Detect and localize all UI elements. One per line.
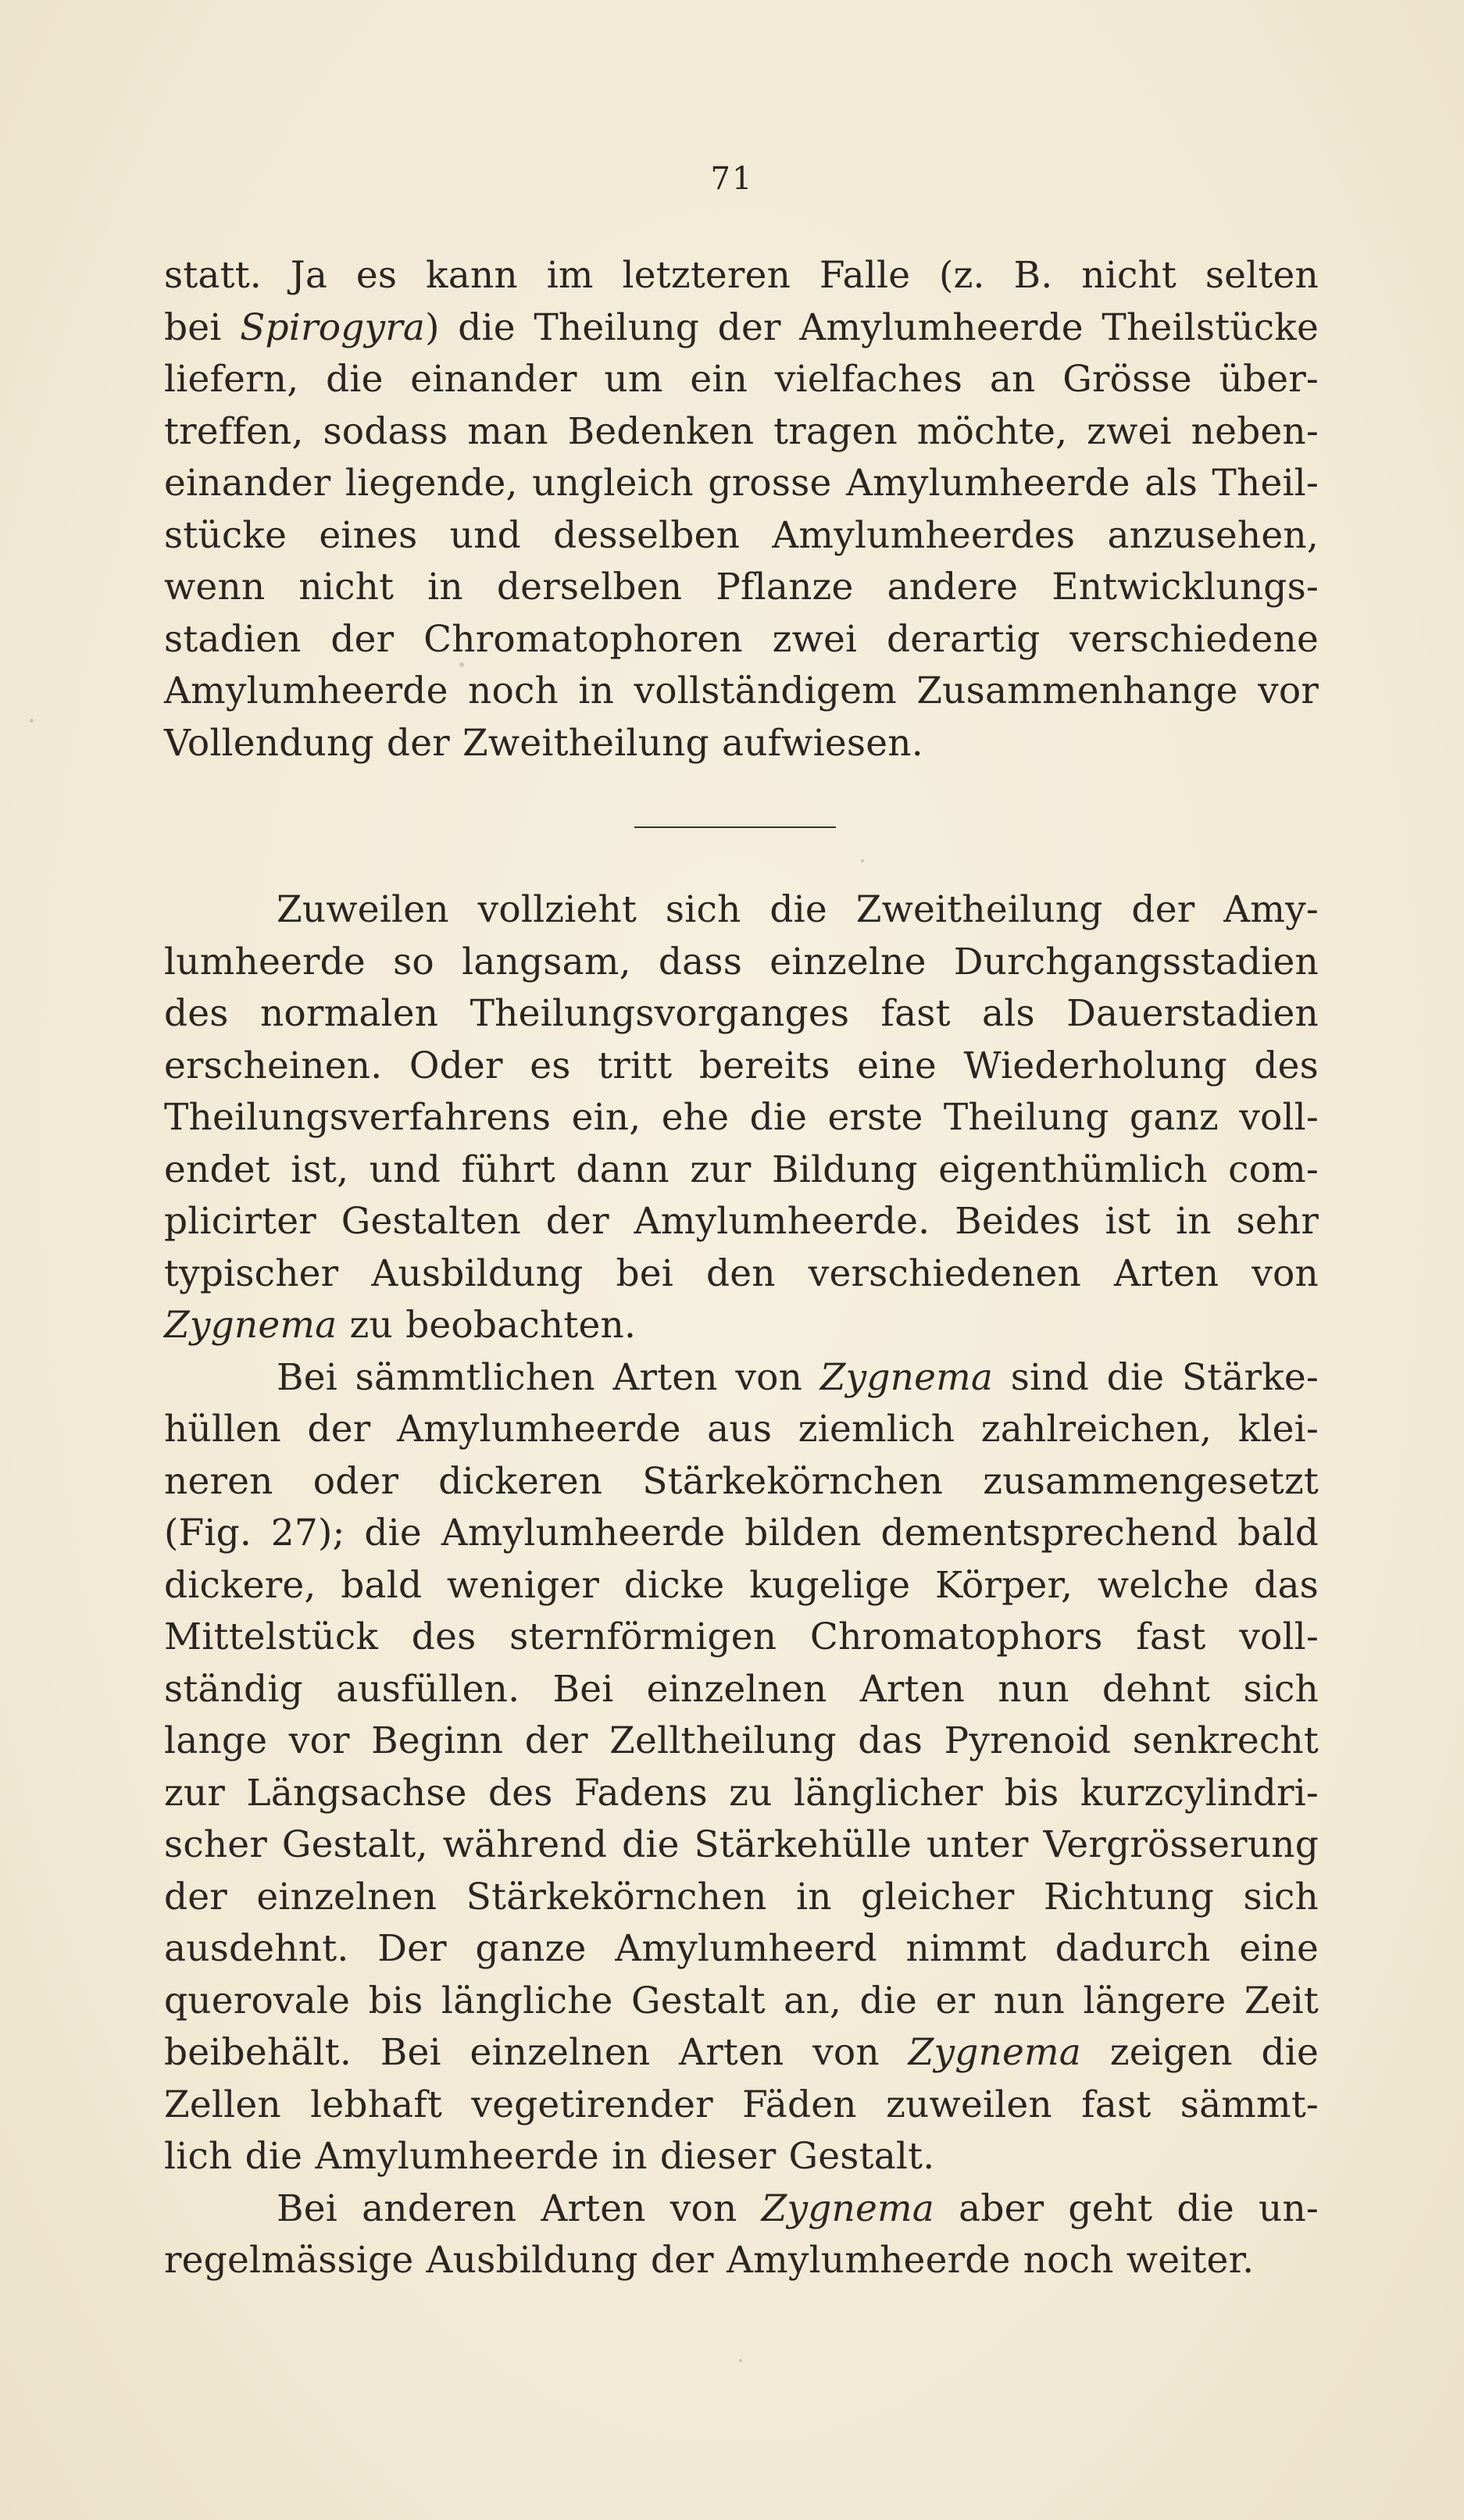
text-segment: Bei anderen Arten von [277,2186,762,2230]
text-line [164,1040,1319,1093]
text-segment: lich die Amylumheerde in dieser Gestalt. [164,2135,935,2178]
text-segment: Mittelstück des sternförmigen Chromatophors fast voll- [164,1615,1319,1658]
taxon-name: Zygnema [761,2186,934,2230]
paper-speck [30,719,34,723]
text-line [164,1976,1319,2028]
text-line [164,250,1319,302]
text-segment: liefern, die einander um ein vielfaches an Grösse über- [164,358,1319,401]
text-segment: ) die Theilung der Amylumheerde Theilstücke [425,305,1319,349]
text-line [164,562,1319,614]
text-line [164,2183,1319,2236]
taxon-name: Zygnema [908,2031,1082,2074]
text-line [164,988,1319,1040]
text-line [164,1508,1319,1560]
text-segment: neren oder dickeren Stärkekörnchen zusammengesetzt [164,1459,1319,1503]
text-line [164,1560,1319,1612]
text-segment: (Fig. 27); die Amylumheerde bilden dementsprechend bald [164,1512,1319,1554]
text-segment: dickere, bald weniger dicke kugelige Körper, welche das [164,1563,1319,1607]
text-segment: wenn nicht in derselben Pflanze andere Entwicklungs- [164,566,1319,609]
text-segment: stücke eines und desselben Amylumheerdes anzusehen, [164,513,1319,557]
text-line [164,458,1319,510]
text-segment: des normalen Theilungsvorganges fast als Dauerstadien [164,992,1319,1035]
text-line [164,2235,1319,2287]
text-line [164,2131,1319,2183]
text-segment: zu beobachten. [337,1304,637,1347]
text-line [164,510,1319,562]
text-line [164,1872,1319,1924]
text-segment: Theilungsverfahrens ein, ehe die erste Theilung ganz voll- [164,1096,1319,1139]
taxon-name: Spirogyra [240,305,426,349]
text-segment: Zellen lebhaft vegetirender Fäden zuweilen fast sämmt- [164,2083,1319,2126]
text-segment: Amylumheerde noch in vollständigem Zusammenhange vor [164,669,1319,712]
text-segment: sind die Stärke- [993,1355,1319,1399]
text-line [164,1819,1319,1872]
text-line [164,666,1319,718]
text-segment: scher Gestalt, während die Stärkehülle unter Vergrösserung [164,1823,1319,1866]
text-line [164,1456,1319,1508]
text-line [164,1404,1319,1456]
text-segment: stadien der Chromatophoren zwei derartig verschiedene [164,617,1319,661]
text-line [164,1144,1319,1197]
text-line [164,614,1319,666]
text-line [164,2079,1319,2132]
text-segment: zeigen die [1081,2031,1319,2074]
text-line [164,884,1319,937]
text-segment: bei [164,305,241,349]
text-segment: beibehält. Bei einzelnen Arten von [164,2031,909,2074]
text-segment: lange vor Beginn der Zelltheilung das Pyrenoid senkrecht [164,1719,1319,1762]
text-segment: ständig ausfüllen. Bei einzelnen Arten nun dehnt sich [164,1667,1319,1711]
text-segment: regelmässige Ausbildung der Amylumheerde noch weiter. [164,2239,1255,2282]
text-segment: Zuweilen vollzieht sich die Zweitheilung der Amy- [277,888,1319,931]
text-segment: statt. Ja es kann im letzteren Falle (z. B. nicht selten [164,254,1319,297]
text-segment: treffen, sodass man Bedenken tragen möchte, zwei neben- [164,409,1319,453]
text-segment: einander liegende, ungleich grosse Amylumheerde als Theil- [164,462,1319,505]
text-line [164,1923,1319,1976]
text-segment: Vollendung der Zweitheilung aufwiesen. [164,721,923,765]
text-line [164,1248,1319,1301]
text-line [164,937,1319,989]
text-segment: erscheinen. Oder es tritt bereits eine Wiederholung des [164,1044,1319,1087]
text-segment: ausdehnt. Der ganze Amylumheerd nimmt dadurch eine [164,1927,1319,1970]
taxon-name: Zygnema [819,1355,994,1399]
text-line [164,354,1319,406]
paragraph-continuation [164,250,1319,769]
text-line [164,406,1319,459]
paper-speck [459,662,464,667]
page-number: 71 [710,161,754,197]
taxon-name: Zygnema [164,1304,337,1347]
text-segment: plicirter Gestalten der Amylumheerde. Beides ist in sehr [164,1200,1319,1243]
text-line [164,1612,1319,1664]
section-divider [634,826,836,828]
text-segment: querovale bis längliche Gestalt an, die er nun längere Zeit [164,1979,1319,2022]
paragraph-section [164,884,1319,2287]
text-segment: Bei sämmtlichen Arten von [277,1355,820,1399]
text-line [164,1352,1319,1405]
text-segment: der einzelnen Stärkekörnchen in gleicher Richtung sich [164,1875,1319,1919]
text-line [164,2027,1319,2079]
text-segment: typischer Ausbildung bei den verschiedenen Arten von [164,1251,1319,1295]
text-segment: lumheerde so langsam, dass einzelne Durchgangsstadien [164,940,1319,983]
text-line [164,1768,1319,1820]
text-segment: zur Längsachse des Fadens zu länglicher bis kurzcylindri- [164,1771,1319,1815]
paper-speck [861,859,864,862]
text-segment: aber geht die un- [934,2186,1319,2230]
paper-speck [739,2359,742,2362]
text-segment: hüllen der Amylumheerde aus ziemlich zahlreichen, klei- [164,1408,1319,1451]
text-line [164,1196,1319,1248]
text-segment: endet ist, und führt dann zur Bildung eigenthümlich com- [164,1148,1319,1191]
text-line [164,1664,1319,1716]
text-line [164,302,1319,355]
text-line [164,1300,1319,1352]
text-line [164,1092,1319,1144]
text-line [164,718,1319,770]
text-line [164,1715,1319,1768]
